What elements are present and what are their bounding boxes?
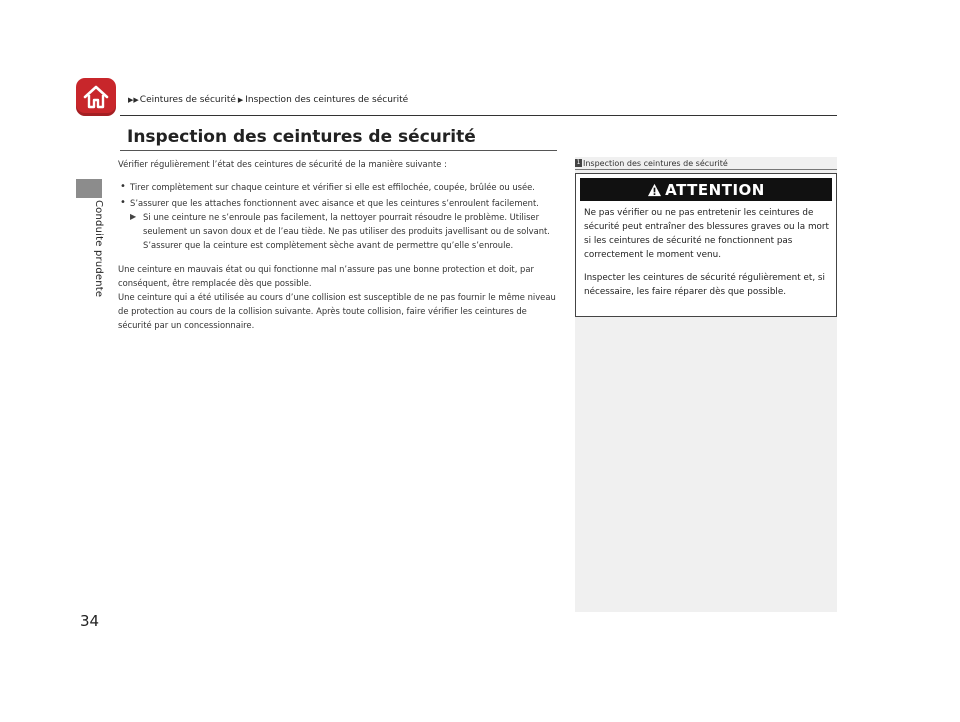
title-divider bbox=[120, 150, 557, 151]
breadcrumb bbox=[128, 95, 408, 105]
list-item: • Tirer complètement sur chaque ceinture et vérifier si elle est effilochée, coupée, brûlée ou usée. bbox=[120, 181, 535, 192]
triangle-right-icon: ▶ bbox=[237, 96, 244, 104]
list-item: • S’assurer que les attaches fonctionnent avec aisance et que les ceintures s’enroulent facilement. bbox=[120, 197, 539, 208]
triangle-right-icon: ▶ bbox=[130, 212, 137, 221]
triangle-right-icon: ▶▶ bbox=[128, 96, 139, 104]
warning-icon bbox=[647, 183, 662, 197]
page-title: Inspection des ceintures de sécurité bbox=[127, 127, 476, 147]
breadcrumb-item-inspection[interactable]: Inspection des ceintures de sécurité bbox=[245, 95, 409, 105]
bullet-icon: • bbox=[120, 197, 126, 208]
page-number: 34 bbox=[80, 612, 100, 630]
paragraph: Une ceinture en mauvais état ou qui fonctionne mal n’assure pas une bonne protection et doit, par conséquent, être remplacée dès que possible. bbox=[118, 264, 534, 288]
warning-label: ATTENTION bbox=[665, 180, 765, 199]
section-tab-marker[interactable] bbox=[76, 179, 102, 198]
sidebar-header bbox=[575, 157, 837, 170]
paragraph: Une ceinture qui a été utilisée au cours d’une collision est susceptible de ne pas fournir le même niveau de protection au cours de la collision suivante. Après toute collision, faire vérifier les ceintures de sécurité par un concessionnaire. bbox=[118, 292, 556, 330]
home-icon bbox=[82, 83, 110, 111]
sidebar-title: Inspection des ceintures de sécurité bbox=[583, 158, 728, 168]
warning-text: Ne pas vérifier ou ne pas entretenir les ceintures de sécurité peut entraîner des blessures graves ou la mort si les ceintures de sécurité ne fonctionnent pas correctement le moment venu. Inspecter les ceintures de sécurité régulièrement et, si nécessaire, les faire réparer dès que possible. bbox=[584, 208, 829, 297]
main-content bbox=[118, 157, 558, 332]
breadcrumb-item-seatbelts[interactable]: Ceintures de sécurité bbox=[139, 95, 236, 105]
intro-text: Vérifier régulièrement l’état des ceintures de sécurité de la manière suivante : bbox=[118, 159, 447, 169]
section-label: Conduite prudente bbox=[93, 200, 104, 298]
home-button[interactable] bbox=[76, 78, 116, 116]
sidebar-ref-number: 1 bbox=[576, 159, 581, 166]
header-divider bbox=[120, 115, 837, 116]
warning-banner bbox=[580, 178, 832, 201]
warning-box bbox=[575, 173, 837, 317]
bullet-icon: • bbox=[120, 181, 126, 192]
sub-note: ▶ Si une ceinture ne s’enroule pas facilement, la nettoyer pourrait résoudre le problème. Utiliser seulement un savon doux et de l’eau tiède. Ne pas utiliser des produits javellisant ou de solvant. S’assurer que la ceinture est complètement sèche avant de permettre qu’elle s’enroule. bbox=[130, 212, 550, 250]
